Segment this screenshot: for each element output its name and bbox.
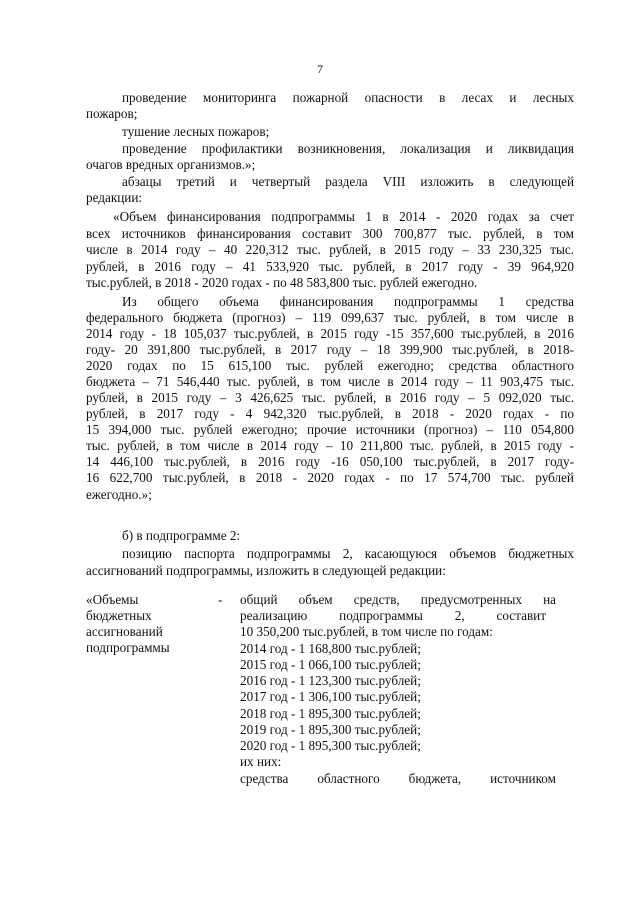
passport-line: позицию паспорта подпрограммы 2, касающуюся объемов бюджетных	[122, 546, 574, 561]
table-right-line: средства областного бюджета, источником	[240, 771, 556, 786]
table-right-line: 2018 год - 1 895,300 тыс.рублей;	[240, 706, 421, 721]
intro-line: абзацы третий и четвертый раздела VIII изложить в следующей	[122, 174, 574, 189]
financing-line: 15 394,000 тыс. рублей ежегодно; прочие источники (прогноз) – 110 054,800	[86, 422, 574, 437]
table-dash: -	[218, 592, 223, 607]
intro-line: проведение профилактики возникновения, локализация и ликвидация	[122, 141, 574, 156]
table-left-line: бюджетных	[86, 608, 152, 623]
financing-line: федерального бюджета (прогноз) – 119 099,637 тыс. рублей, в том числе в	[86, 310, 574, 325]
table-right-line: 2020 год - 1 895,300 тыс.рублей;	[240, 738, 421, 753]
intro-line: проведение мониторинга пожарной опасности в лесах и лесных	[122, 90, 574, 105]
passport-line: ассигнований подпрограммы, изложить в следующей редакции:	[86, 563, 446, 578]
intro-line: пожаров;	[86, 106, 138, 121]
financing-line: году- 20 391,800 тыс.рублей, в 2017 году – 18 399,900 тыс.рублей, в 2018-	[86, 342, 574, 357]
table-right-line: 2015 год - 1 066,100 тыс.рублей;	[240, 657, 421, 672]
page-number: 7	[317, 62, 323, 76]
financing-line: тыс.рублей, в 2018 - 2020 годах - по 48 583,800 тыс. рублей ежегодно.	[86, 275, 478, 290]
financing-line: 2014 году - 18 105,037 тыс.рублей, в 2015 году -15 357,600 тыс.рублей, в 2016	[86, 326, 574, 341]
financing-line: числе в 2014 году – 40 220,312 тыс. рублей, в 2015 году – 33 230,325 тыс.	[86, 242, 574, 257]
financing-line: рублей, в 2016 году – 41 533,920 тыс. рублей, в 2017 году - 39 964,920	[86, 259, 574, 274]
table-left-line: ассигнований	[86, 624, 163, 639]
table-right-line: 2019 год - 1 895,300 тыс.рублей;	[240, 722, 421, 737]
financing-line: бюджета – 71 546,440 тыс. рублей, в том числе в 2014 году – 11 903,475 тыс.	[86, 374, 574, 389]
intro-line: очагов вредных организмов.»;	[86, 157, 256, 172]
table-right-line: 2014 год - 1 168,800 тыс.рублей;	[240, 641, 421, 656]
financing-line: 14 446,100 тыс.рублей, в 2016 году -16 050,100 тыс.рублей, в 2017 году-	[86, 454, 574, 469]
table-right-line: 2016 год - 1 123,300 тыс.рублей;	[240, 673, 421, 688]
financing-line: 2020 годах по 15 615,100 тыс. рублей ежегодно; средства областного	[86, 358, 574, 373]
financing-line: «Объем финансирования подпрограммы 1 в 2014 - 2020 годах за счет	[113, 209, 574, 224]
table-right-line: реализацию подпрограммы 2, составит	[240, 608, 546, 623]
table-left-line: подпрограммы	[86, 640, 170, 655]
subprogram-heading: б) в подпрограмме 2:	[122, 528, 241, 543]
financing-line: тыс. рублей, в том числе в 2014 году – 10 211,800 тыс. рублей, в 2015 году -	[86, 438, 574, 453]
table-right-line: 10 350,200 тыс.рублей, в том числе по годам:	[240, 624, 493, 639]
table-right-line: 2017 год - 1 306,100 тыс.рублей;	[240, 689, 421, 704]
intro-line: редакции:	[86, 190, 143, 205]
financing-line: всех источников финансирования составит 300 700,877 тыс. рублей, в том	[86, 226, 574, 241]
table-left-line: «Объемы	[86, 592, 139, 607]
table-right-line: их них:	[240, 754, 282, 769]
financing-line: ежегодно.»;	[86, 487, 152, 502]
financing-line: 16 622,700 тыс.рублей, в 2018 - 2020 годах - по 17 574,700 тыс. рублей	[86, 470, 574, 485]
table-right-line: общий объем средств, предусмотренных на	[240, 592, 556, 607]
financing-line: рублей, в 2015 году – 3 426,625 тыс. рублей, в 2016 году – 5 092,020 тыс.	[86, 390, 574, 405]
intro-line: тушение лесных пожаров;	[122, 124, 270, 139]
financing-line: Из общего объема финансирования подпрограммы 1 средства	[122, 294, 574, 309]
financing-line: рублей, в 2017 году - 4 942,320 тыс.рублей, в 2018 - 2020 годах - по	[86, 406, 574, 421]
